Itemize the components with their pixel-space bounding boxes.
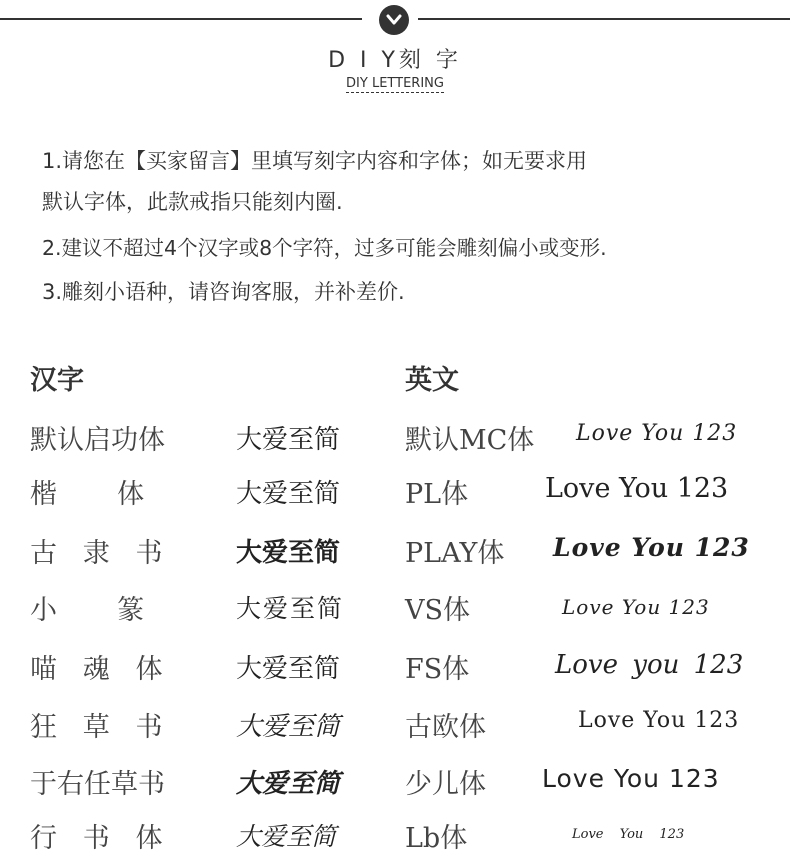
english-font-sample: Love You 123 [578,708,740,733]
chinese-font-sample: 大爱至简 [236,712,341,742]
english-font-sample: Love You 123 [553,533,750,562]
section-title: D I Y刻 字 [328,48,462,73]
english-font-name: 少儿体 [405,769,486,800]
chinese-font-sample: 大爱至简 [236,425,341,455]
english-font-name: Lb体 [405,823,468,854]
chinese-font-name: 小 篆 [30,595,145,626]
chinese-font-name: 于右任草书 [30,769,165,800]
note-line-2: 默认字体，此款戒指只能刻内圈. [42,190,343,214]
english-font-name: PLAY体 [405,538,505,569]
chinese-font-sample: 大爱至简 [236,654,341,684]
note-line-3: 2.建议不超过4个汉字或8个字符，过多可能会雕刻偏小或变形. [42,236,607,260]
note-line-4: 3.雕刻小语种，请咨询客服，并补差价. [42,280,405,304]
chinese-font-name: 喵 魂 体 [30,654,163,685]
chinese-font-sample: 大爱至简 [236,822,337,851]
chinese-font-sample: 大爱至简 [236,769,341,799]
chinese-font-name: 行 书 体 [30,823,163,854]
chinese-font-sample: 大爱至简 [236,479,341,509]
english-font-sample: Love You 123 [572,827,685,842]
chevron-down-icon [379,5,409,35]
english-font-sample: Love You 123 [545,473,729,504]
chinese-font-sample: 大爱至简 [236,538,341,568]
english-font-sample: Love You 123 [576,421,738,446]
chinese-column-heading: 汉字 [30,365,84,396]
english-font-sample: Love You 123 [562,595,710,619]
english-font-name: FS体 [405,654,470,685]
english-font-sample: Love You 123 [542,764,720,793]
section-subtitle: DIY LETTERING [346,76,444,91]
chinese-font-name: 楷 体 [30,479,145,510]
english-font-name: 古欧体 [405,712,486,743]
chinese-font-name: 狂 草 书 [30,712,163,743]
header-divider-right [418,18,790,20]
note-line-1: 1.请您在【买家留言】里填写刻字内容和字体；如无要求用 [42,149,588,173]
english-font-name: VS体 [405,595,470,626]
english-font-sample: Love you 123 [555,650,744,680]
english-font-name: PL体 [405,479,469,510]
english-column-heading: 英文 [405,365,459,396]
header-divider-left [0,18,362,20]
english-font-name: 默认MC体 [405,425,535,456]
chinese-font-name: 古 隶 书 [30,538,163,569]
chinese-font-name: 默认启功体 [30,425,165,456]
chinese-font-sample: 大爱至简 [236,594,345,623]
